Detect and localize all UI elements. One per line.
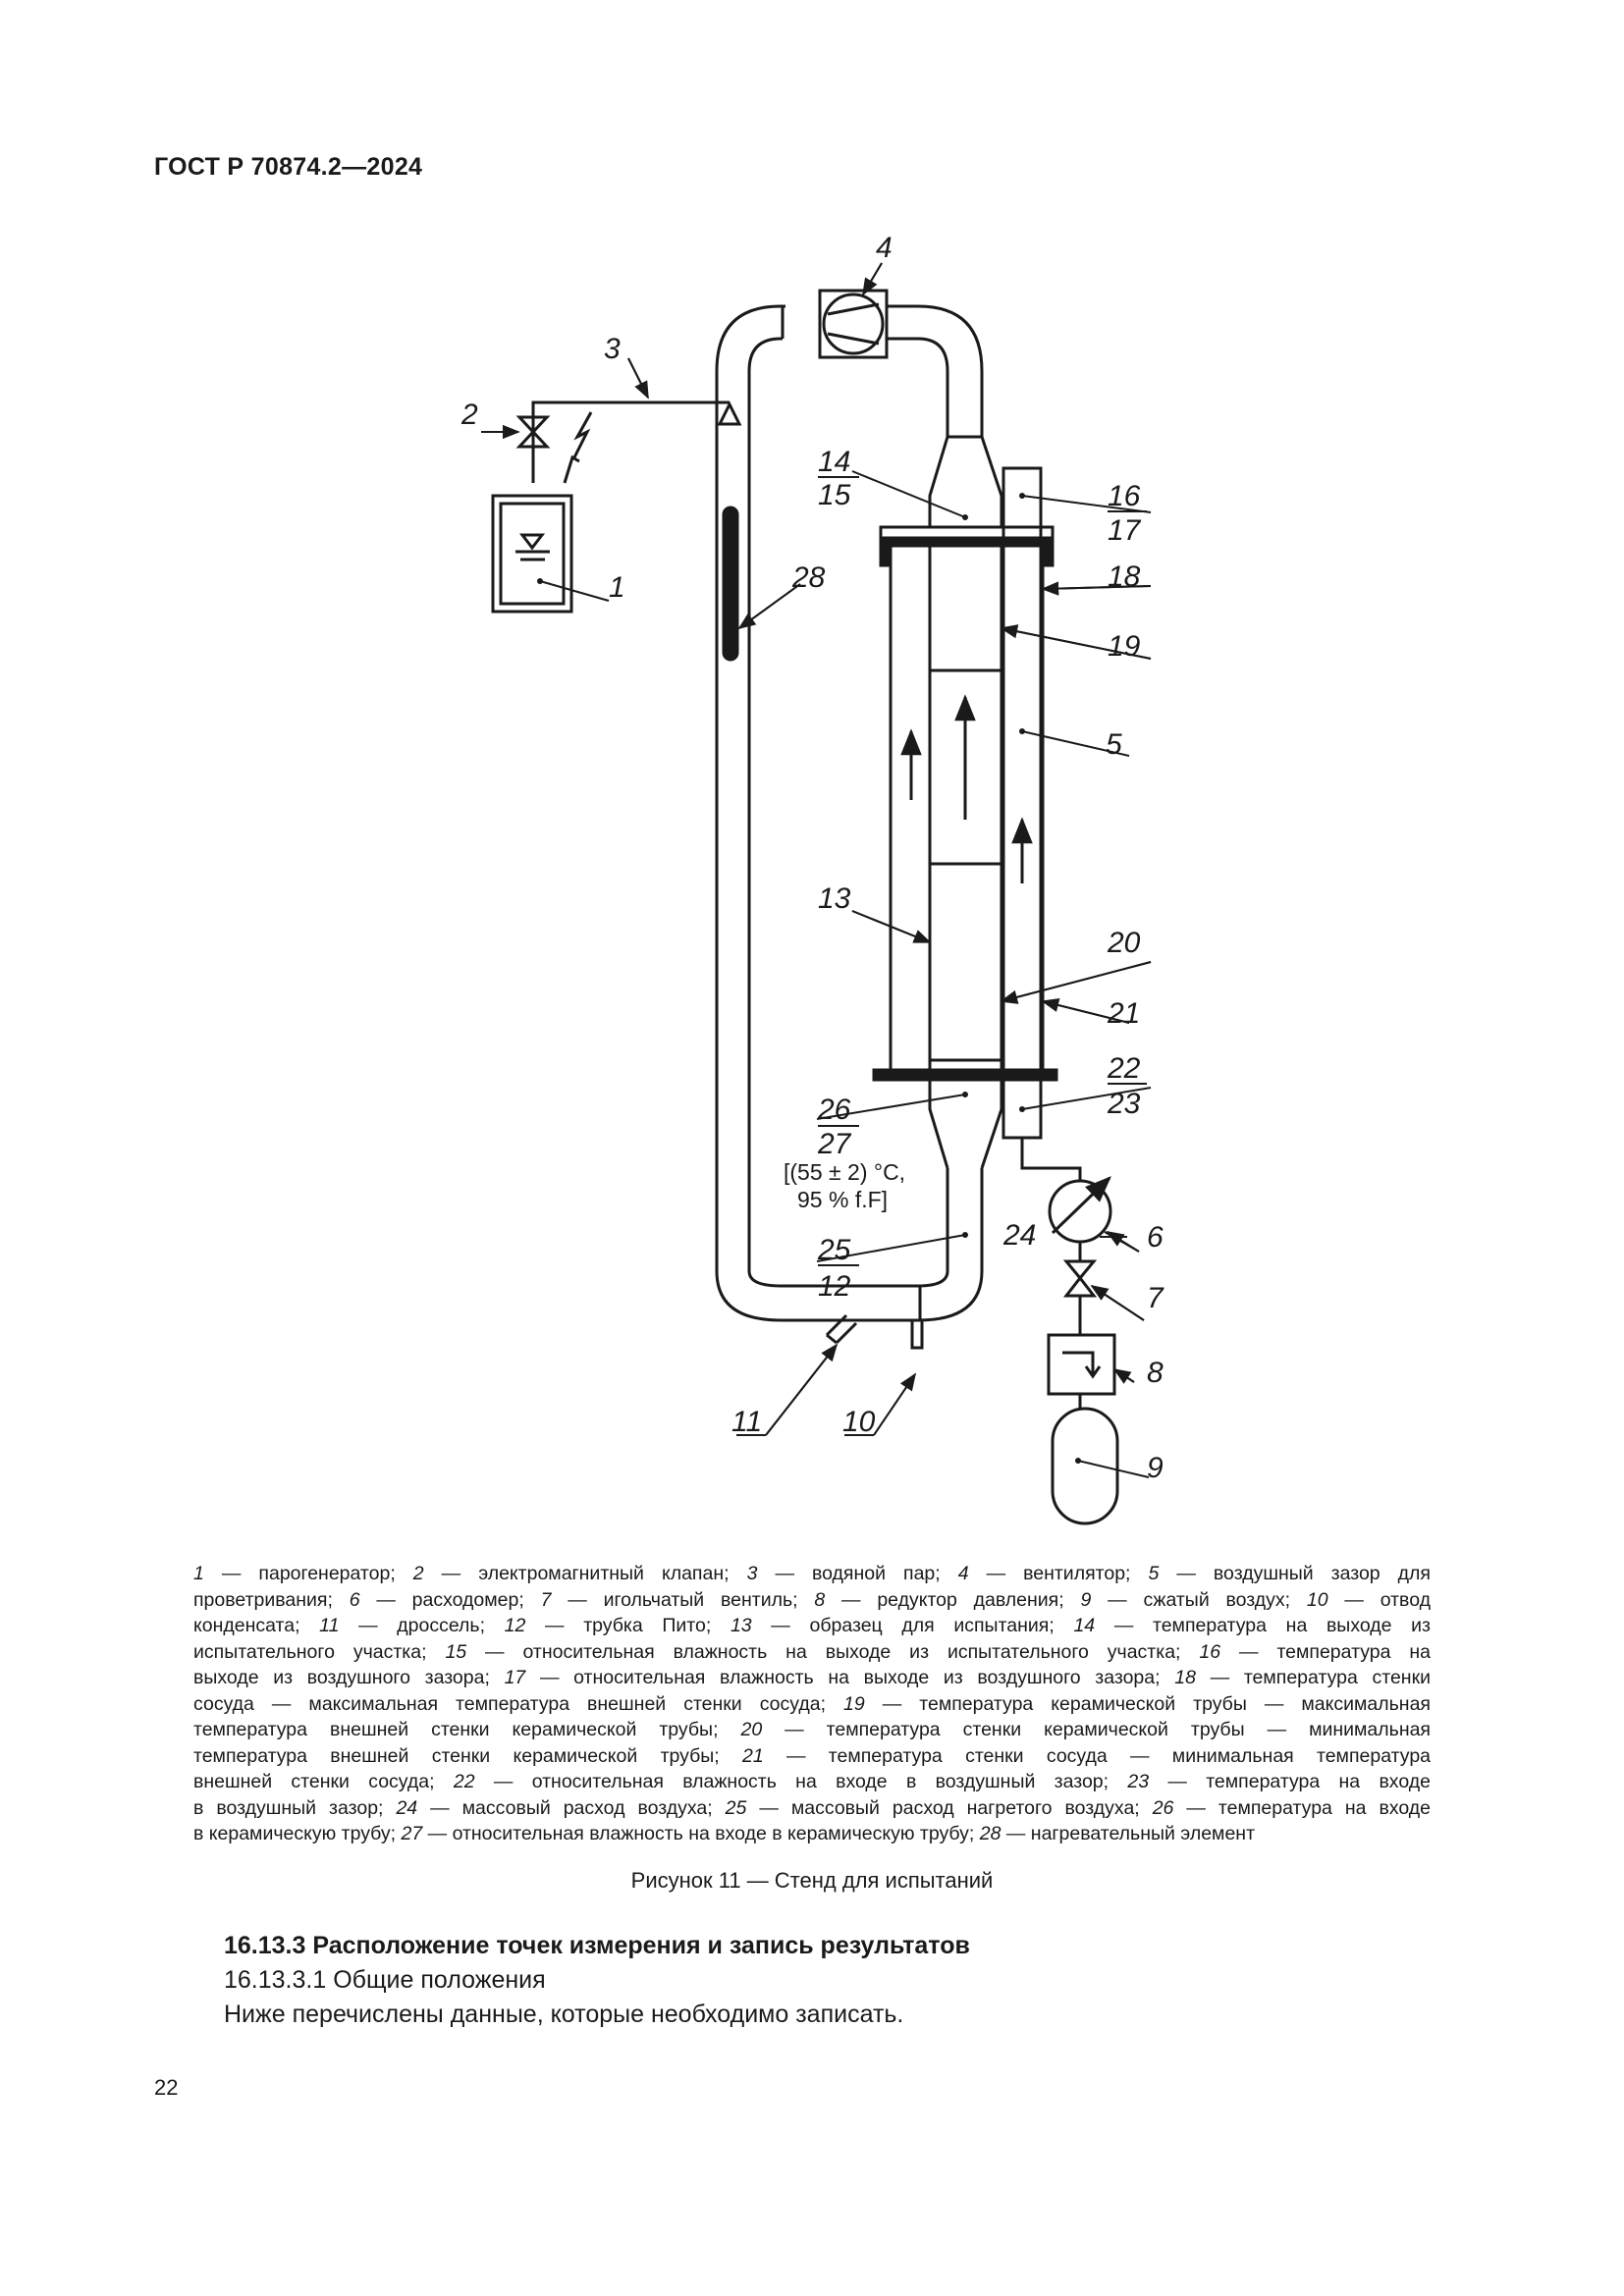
legend-line: сосуда — максимальная температура внешней стенки сосуда; 19 — температура керамической трубы — максимальная — [193, 1692, 1431, 1715]
legend-item-text: относительная влажность на входе в керамическую трубу; — [452, 1823, 980, 1844]
legend-item-number: 23 — [1127, 1771, 1150, 1792]
top-flange — [881, 527, 1053, 538]
label-15: 15 — [818, 479, 851, 511]
legend-item-number: 22 — [453, 1771, 475, 1792]
label-1: 1 — [609, 571, 625, 604]
figure-legend — [193, 1561, 1431, 1847]
label-27: 27 — [818, 1128, 851, 1160]
label-25: 25 — [818, 1234, 851, 1266]
legend-item-number: 1 — [193, 1563, 204, 1584]
section-subtitle: 16.13.3.1 Общие положения — [224, 1966, 546, 1994]
legend-item-number: 4 — [957, 1563, 969, 1584]
legend-item-number: 24 — [396, 1796, 418, 1819]
legend-item-text: вентилятор; — [1023, 1563, 1149, 1584]
legend-item-text: игольчатый вентиль; — [603, 1588, 815, 1611]
leader-arrows — [481, 263, 1151, 1435]
label-2: 2 — [461, 399, 478, 431]
label-26: 26 — [818, 1094, 851, 1126]
legend-item-text: температура внешней стенки керамической трубы; — [193, 1719, 741, 1740]
legend-item-text: температура внешней стенки керамической трубы; — [193, 1744, 742, 1767]
legend-item-text: относительная влажность на выходе из воздушного зазора; — [573, 1667, 1175, 1688]
condensate-drain — [912, 1320, 922, 1348]
bottom-flange — [874, 1070, 1056, 1080]
legend-item-text: водяной пар; — [811, 1563, 958, 1584]
legend-item-text: конденсата; — [193, 1615, 320, 1636]
section-title: 16.13.3 Расположение точек измерения и запись результатов — [224, 1932, 970, 1959]
legend-line: внешней стенки сосуда; 22 — относительная влажность на входе в воздушный зазор; 23 — температура на входе — [193, 1771, 1431, 1792]
legend-line: 1 — парогенератор; 2 — электромагнитный клапан; 3 — водяной пар; 4 — вентилятор; 5 — воздушный зазор для — [193, 1563, 1431, 1584]
legend-item-number: 12 — [504, 1615, 526, 1636]
legend-line: в воздушный зазор; 24 — массовый расход воздуха; 25 — массовый расход нагретого воздуха; 26 — температура на входе — [193, 1796, 1432, 1819]
top-flange-seal — [881, 538, 1053, 546]
legend-item-number: 6 — [349, 1588, 360, 1611]
legend-item-text: массовый расход нагретого воздуха; — [790, 1796, 1153, 1819]
label-14: 14 — [818, 446, 851, 478]
heating-element — [724, 507, 737, 660]
label-9: 9 — [1147, 1452, 1164, 1484]
measuring-points — [537, 493, 1081, 1464]
legend-item-number: 19 — [843, 1692, 865, 1715]
legend-line: температура внешней стенки керамической трубы; 21 — температура стенки сосуда — минимальная температура — [193, 1744, 1432, 1767]
legend-item-text: температура стенки керамической трубы — минимальная — [826, 1719, 1431, 1740]
legend-item-number: 27 — [401, 1823, 423, 1844]
legend-item-text: дроссель; — [397, 1615, 505, 1636]
legend-item-number: 14 — [1073, 1615, 1096, 1636]
steam-line — [533, 402, 739, 447]
legend-item-number: 7 — [540, 1588, 552, 1611]
legend-item-number: 5 — [1148, 1563, 1160, 1584]
legend-item-number: 8 — [814, 1588, 826, 1611]
label-23: 23 — [1108, 1088, 1141, 1120]
legend-item-text: внешней стенки сосуда; — [193, 1771, 454, 1792]
legend-item-text: массовый расход воздуха; — [461, 1796, 726, 1819]
fan — [820, 291, 887, 357]
label-3: 3 — [604, 333, 621, 365]
legend-item-number: 17 — [504, 1667, 526, 1688]
label-11: 11 — [731, 1406, 763, 1438]
legend-line: температура внешней стенки керамической трубы; 20 — температура стенки керамической трубы — минимальная — [193, 1719, 1431, 1740]
label-12: 12 — [818, 1270, 851, 1303]
legend-item-text: температура на входе — [1218, 1796, 1432, 1819]
legend-item-text: сосуда — максимальная температура внешней стенки сосуда; — [193, 1692, 844, 1715]
legend-item-number: 18 — [1174, 1667, 1196, 1688]
label-6: 6 — [1147, 1221, 1164, 1254]
legend-item-text: относительная влажность на входе в воздушный зазор; — [531, 1771, 1128, 1792]
label-22: 22 — [1108, 1052, 1141, 1085]
legend-item-text: испытательного участка; — [193, 1640, 446, 1663]
legend-item-text: редуктор давления; — [877, 1588, 1081, 1611]
legend-item-text: в воздушный зазор; — [193, 1796, 397, 1819]
condition-line-1: [(55 ± 2) °C, — [784, 1159, 906, 1185]
legend-item-number: 26 — [1152, 1796, 1174, 1819]
label-19: 19 — [1108, 630, 1141, 663]
legend-item-number: 2 — [412, 1563, 424, 1584]
legend-item-number: 15 — [445, 1640, 467, 1663]
legend-line: проветривания; 6 — расходомер; 7 — игольчатый вентиль; 8 — редуктор давления; 9 — сжатый воздух; 10 — отвод — [193, 1588, 1431, 1611]
steam-generator — [493, 496, 571, 612]
legend-item-text: температура на входе — [1206, 1771, 1431, 1792]
legend-item-number: 10 — [1306, 1588, 1328, 1611]
section-text: Ниже перечислены данные, которые необходимо записать. — [224, 2001, 904, 2028]
legend-line: выходе из воздушного зазора; 17 — относительная влажность на выходе из воздушного зазора; 18 — температура стенки — [193, 1667, 1431, 1688]
label-18: 18 — [1108, 561, 1141, 593]
legend-item-text: температура стенки — [1243, 1667, 1431, 1688]
label-4: 4 — [876, 232, 893, 264]
label-17: 17 — [1108, 514, 1141, 547]
legend-line: испытательного участка; 15 — относительная влажность на выходе из испытательного участка; 16 — температура на — [193, 1640, 1431, 1663]
legend-item-text: отвод — [1380, 1588, 1431, 1611]
legend-item-number: 16 — [1199, 1640, 1221, 1663]
condition-line-2: 95 % f.F] — [797, 1187, 889, 1212]
legend-item-text: нагревательный элемент — [1030, 1823, 1256, 1844]
label-24: 24 — [1003, 1219, 1037, 1252]
document-header: ГОСТ Р 70874.2—2024 — [154, 153, 423, 181]
air-gap-column — [1003, 468, 1041, 1138]
label-16: 16 — [1108, 480, 1141, 512]
legend-item-number: 28 — [979, 1823, 1001, 1844]
legend-item-text: сжатый воздух; — [1143, 1588, 1307, 1611]
legend-item-number: 9 — [1080, 1588, 1092, 1611]
legend-item-text: воздушный зазор для — [1213, 1563, 1431, 1584]
upper-cone — [930, 437, 1001, 527]
legend-item-text: образец для испытания; — [809, 1615, 1074, 1636]
legend-item-number: 13 — [730, 1615, 752, 1636]
legend-item-number: 20 — [740, 1719, 763, 1740]
legend-item-number: 3 — [746, 1563, 758, 1584]
flow-arrows — [911, 697, 1022, 883]
label-8: 8 — [1147, 1357, 1164, 1389]
legend-item-text: температура на выходе из — [1153, 1615, 1432, 1636]
label-13: 13 — [818, 882, 851, 915]
legend-item-text: температура керамической трубы — максимальная — [919, 1692, 1431, 1715]
label-7: 7 — [1147, 1282, 1164, 1314]
legend-item-text: температура стенки сосуда — минимальная температура — [828, 1744, 1432, 1767]
legend-item-text: температура на — [1276, 1640, 1431, 1663]
legend-item-number: 11 — [319, 1615, 340, 1636]
solenoid-valve — [519, 412, 591, 483]
figure-caption: Рисунок 11 — Стенд для испытаний — [630, 1868, 994, 1893]
top-flange-right-tab — [1045, 538, 1053, 565]
legend-item-text: электромагнитный клапан; — [478, 1563, 747, 1584]
legend-item-text: относительная влажность на выходе из испытательного участка; — [522, 1640, 1200, 1663]
label-28: 28 — [792, 561, 826, 594]
top-flange-left-tab — [881, 538, 889, 565]
label-20: 20 — [1108, 927, 1141, 959]
legend-item-text: проветривания; — [193, 1588, 350, 1611]
label-10: 10 — [842, 1406, 876, 1438]
legend-item-number: 25 — [725, 1796, 747, 1819]
legend-item-text: трубка Пито; — [583, 1615, 731, 1636]
legend-line: в керамическую трубу; 27 — относительная влажность на входе в керамическую трубу; 28 — нагревательный элемент — [193, 1823, 1256, 1844]
legend-line: конденсата; 11 — дроссель; 12 — трубка Пито; 13 — образец для испытания; 14 — температура на выходе из — [193, 1615, 1432, 1636]
label-5: 5 — [1106, 728, 1122, 761]
legend-item-text: расходомер; — [411, 1588, 541, 1611]
legend-item-number: 21 — [742, 1744, 764, 1767]
legend-item-text: в керамическую трубу; — [193, 1823, 402, 1844]
legend-item-text: парогенератор; — [258, 1563, 413, 1584]
label-21: 21 — [1108, 997, 1141, 1030]
legend-item-text: выходе из воздушного зазора; — [193, 1667, 505, 1688]
page-number: 22 — [154, 2075, 179, 2100]
